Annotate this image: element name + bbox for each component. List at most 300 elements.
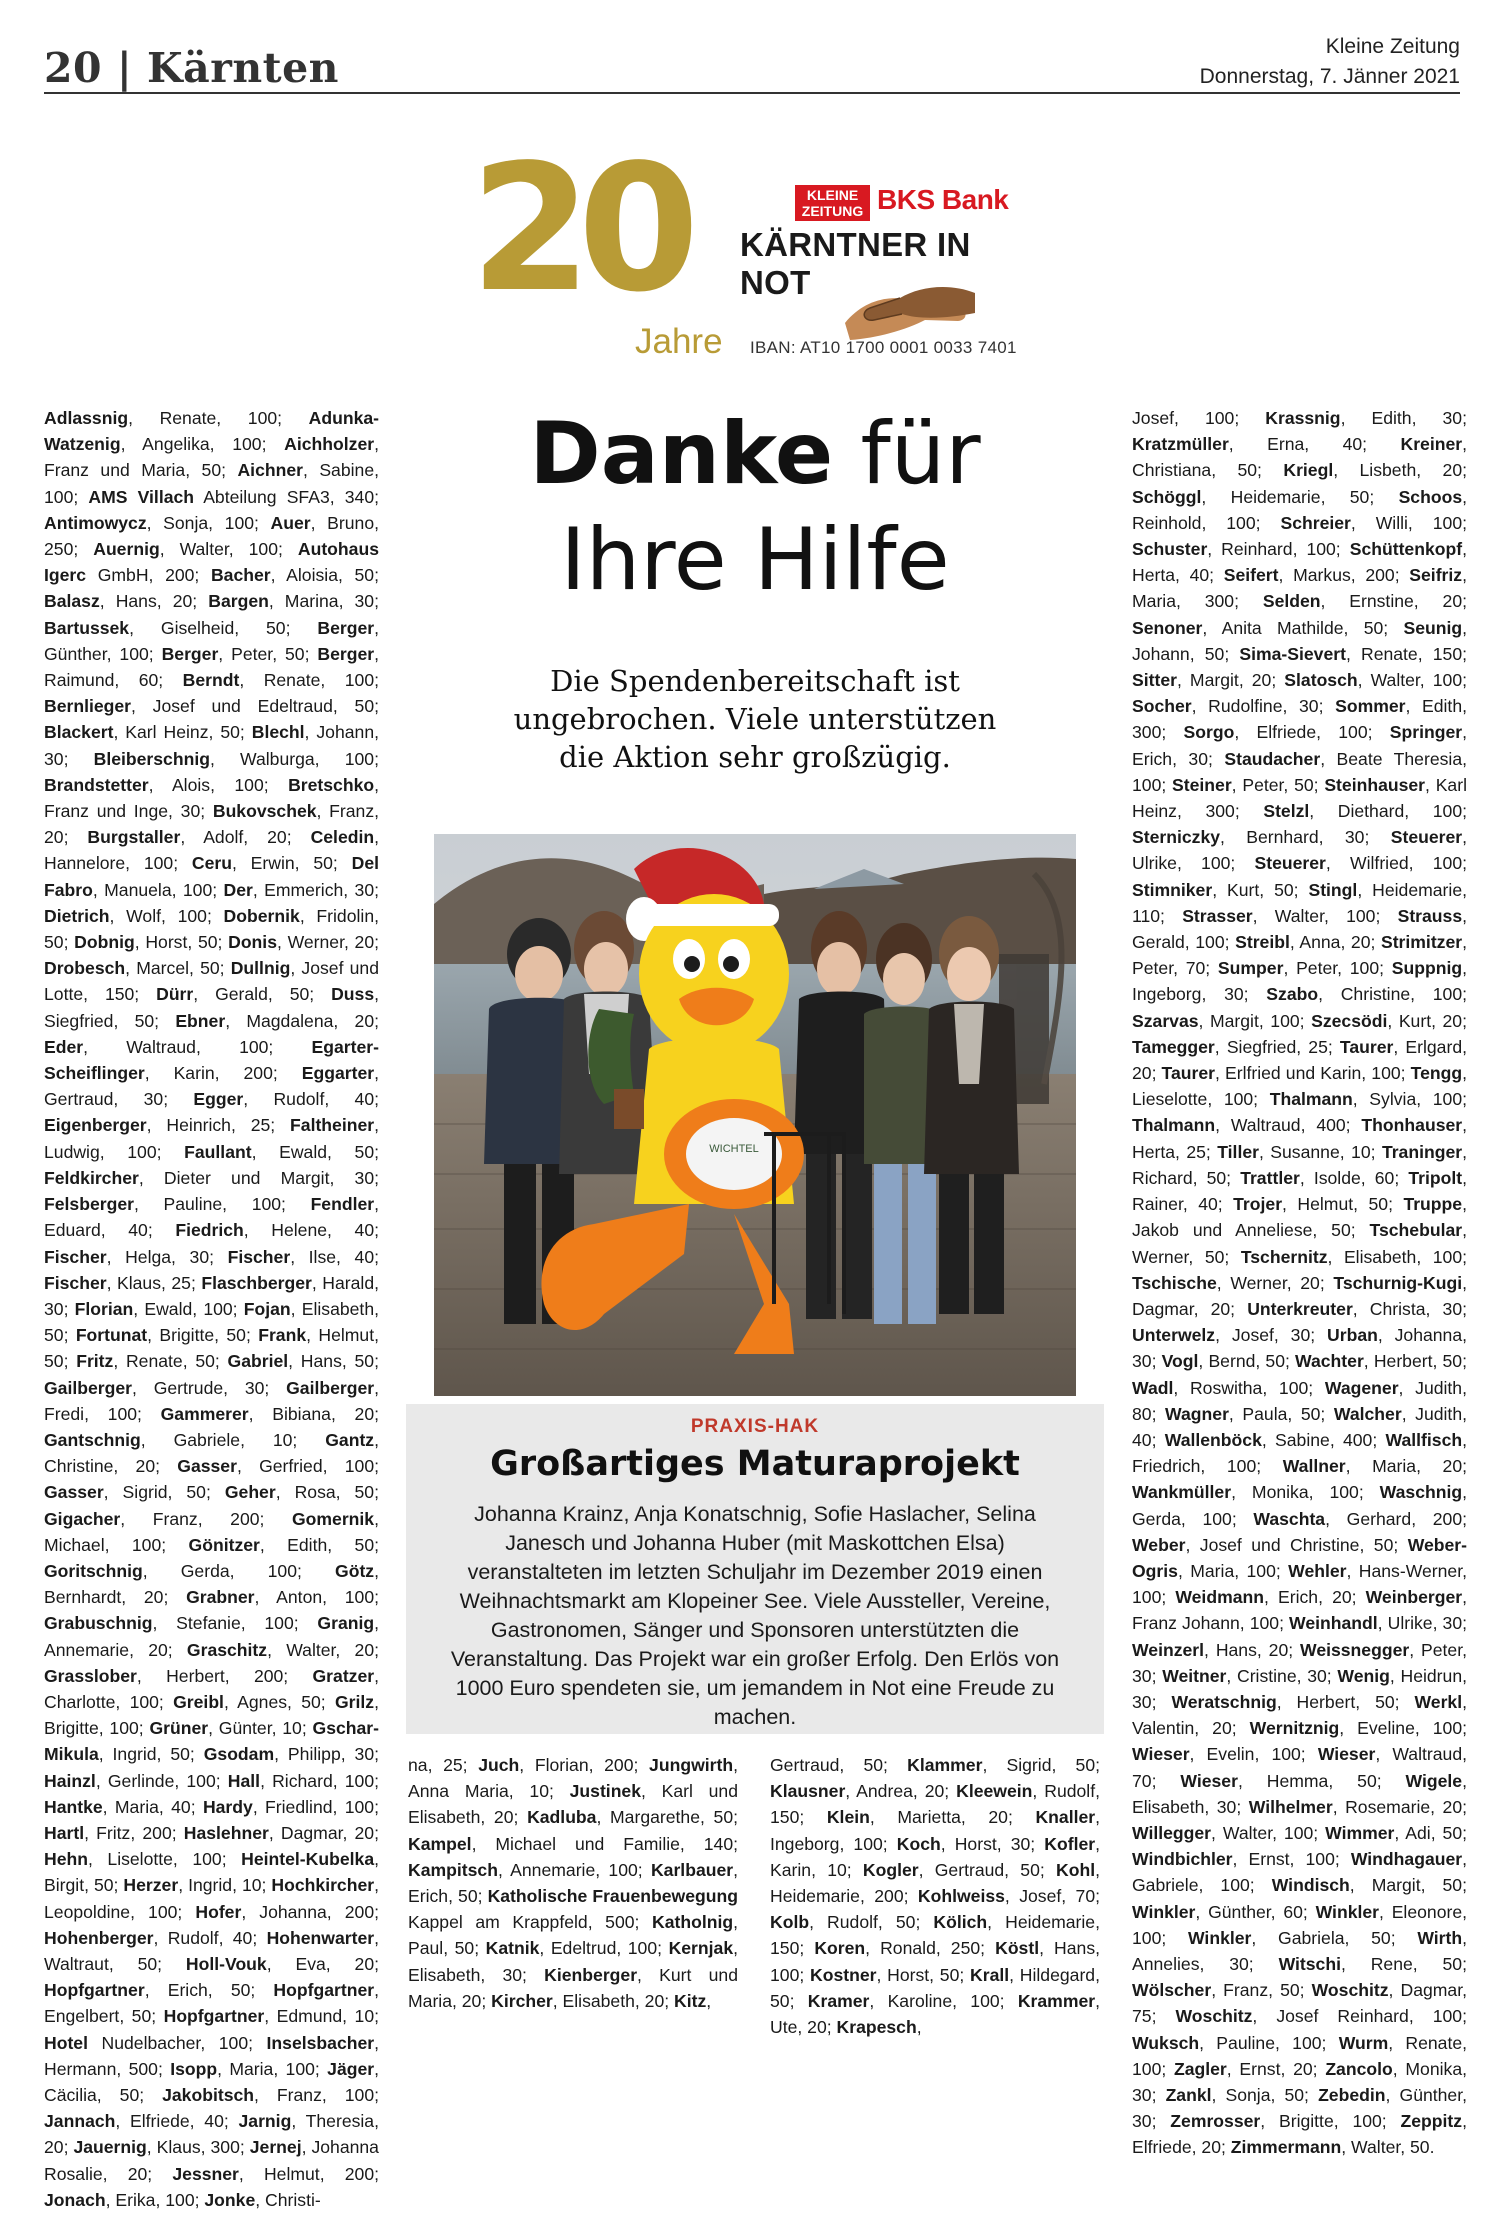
donor-details: , Richard, 100; [260,1770,380,1791]
donor-details: , Sigrid, 50; [982,1755,1100,1775]
donor-details: , Elisabeth, 30; [408,1938,738,1985]
donor-details: , Gabriele, 100; [1132,1849,1467,1896]
donor-details: , Maria, 40; [102,1796,203,1817]
donor-name: Tschernitz [1240,1246,1328,1267]
donor-details: , Franz, 50; [1211,1980,1312,2001]
header-rule [44,92,1460,94]
donor-details: , Johann, 50; [1132,617,1467,664]
donor-name: Gsodam [203,1744,275,1765]
donor-name: Hardy [202,1796,253,1817]
donor-details: , Erlgard, 20; [1132,1036,1467,1084]
donor-details: , Lieselotte, 100; [1132,1063,1467,1110]
donor-name: Kampel [408,1833,472,1854]
donor-details: , Rudolf, 40; [153,1927,267,1948]
donor-name: Strasser [1182,905,1253,926]
donor-name: Juch [478,1755,520,1775]
donor-details: , Erich, 50; [408,1859,738,1907]
donor-details: , Heidemarie, 50; [1201,486,1399,507]
donor-details: , Cäcilia, 50; [44,2058,379,2105]
donor-name: Blackert [44,722,114,743]
donor-details: , Siegfried, 50; [44,984,379,1031]
donor-name: Hofer [195,1901,242,1922]
donor-name: Jannach [44,2111,116,2132]
donor-name: Blechl [251,722,305,743]
donor-details: , Angelika, 100; [120,434,285,455]
donor-details: , Walter, 100; [159,539,298,560]
donor-name: Wagener [1324,1377,1399,1398]
donor-name: Hartl [44,1822,85,1843]
donor-name: Eggarter [301,1063,375,1084]
donor-list-column-1 [44,405,380,2210]
donor-name: Wallner [1282,1456,1346,1477]
donor-name: Szarvas [1132,1010,1199,1031]
donor-name: Kofler [1044,1833,1096,1854]
donor-name: Taurer [1161,1063,1215,1084]
donor-name: Köstl [995,1938,1040,1959]
iban-number: IBAN: AT10 1700 0001 0033 7401 [750,338,1017,357]
donor-details: , Ingeborg, 100; [770,1807,1100,1854]
donor-name: Kircher [491,1990,553,2011]
donor-details: , Elisabeth, 100; [1327,1246,1467,1267]
donor-details: , Gabriele, 10; [140,1429,326,1450]
donor-details: , Maria, 100; [1177,1560,1289,1581]
donor-details: , Waltraud, 100; [83,1036,312,1057]
donor-details: , Harald, 30; [44,1272,379,1319]
praxis-hak-box [406,1404,1104,1734]
donor-details: , Ludwig, 100; [44,1115,379,1162]
donor-name: Zemrosser [1170,2111,1261,2132]
donor-details: , Franz und Inge, 30; [44,774,379,822]
donor-name: Windbichler [1132,1849,1233,1870]
donor-name: Windhagauer [1350,1849,1463,1870]
donor-name: Grabner [186,1587,255,1608]
donor-name: Gigacher [44,1508,121,1529]
donor-name: Bukovschek [212,801,317,822]
donor-name: Suppnig [1391,958,1463,979]
donor-details: , Helmut, 50; [44,1325,379,1372]
donor-name: Granig [317,1613,375,1634]
donor-name: Truppe [1403,1194,1463,1215]
logo-anniversary-number: 20 [470,128,686,331]
donor-name: Hochkircher [271,1875,375,1896]
donor-details: , Hans, 100; [770,1938,1100,1985]
donor-name: Gammerer [160,1403,249,1424]
donor-details: , Leopoldine, 100; [44,1875,379,1922]
donor-name: Steinhauser [1324,774,1426,795]
donor-name: Sommer [1335,696,1406,717]
donor-name: Unterkreuter [1247,1298,1353,1319]
donor-details: , Giselheid, 50; [129,617,318,638]
donor-name: Hopfgartner [163,2006,265,2027]
donor-details: , Andrea, 20; [845,1781,957,1802]
donor-details: , Günther, 30; [1132,2085,1467,2132]
donor-name: Woschitz [1311,1980,1389,2001]
donor-name: Sterniczky [1132,827,1221,848]
donor-name: Bleiberschnig [93,748,210,769]
donor-name: Fritz [76,1351,114,1372]
donor-details: , Marietta, 20; [869,1807,1036,1828]
donor-details: , Waltraud, 70; [1132,1744,1467,1791]
donor-details: , Willi, 100; [1350,512,1467,533]
donor-name: Kostner [810,1964,877,1985]
donor-name: Felsberger [44,1194,134,1215]
donor-name: Wallfisch [1385,1429,1463,1450]
donor-name: Weber-Ogris [1132,1534,1467,1581]
publication-info [1200,32,1460,92]
donor-details: , Christine, 100; [1318,984,1468,1005]
donor-details: , Hans, 20; [99,591,209,612]
subheadline-line-2: ungebrochen. Viele unterstützen [513,702,997,736]
donor-details: , Judith, 80; [1132,1377,1467,1424]
donor-details: , Roswitha, 100; [1173,1377,1325,1398]
donor-details: , Rudolf, 150; [770,1781,1100,1828]
donor-name: Faullant [184,1141,252,1162]
donor-name: Götz [335,1560,375,1581]
donor-details: , Johann, 30; [44,722,379,769]
donor-details: , Annelies, 30; [1132,1927,1467,1974]
donor-details: , Renate, 100; [128,408,309,428]
donor-details: , Karin, 10; [770,1833,1100,1880]
donor-details: , Markus, 200; [1278,565,1410,586]
donor-details: , Philipp, 30; [274,1744,379,1765]
donor-name: Gratzer [312,1665,375,1686]
donor-details: , Peter, 50; [218,643,318,664]
donor-name: Klein [826,1807,870,1828]
bks-bank-logo: BKS Bank [877,184,1009,215]
donor-name: Duss [331,984,375,1005]
donor-name: Wallenböck [1164,1429,1262,1450]
donor-details: , Margit, 100; [1198,1010,1312,1031]
subheadline-line-1: Die Spendenbereitschaft ist [550,664,960,698]
donor-name: Steuerer [1390,827,1463,848]
donor-name: Windisch [1271,1875,1350,1896]
donor-details: , Brigitte, 100; [1260,2111,1401,2132]
donor-name: Dullnig [230,958,291,979]
donor-name: Vogl [1161,1351,1199,1372]
page-section-header: 20 | Kärnten [44,44,339,92]
donor-details: , Ulrike, 30; [1377,1613,1467,1634]
donor-name: Kölich [933,1912,988,1933]
donor-details: Nudelbacher, 100; [87,2032,267,2053]
donor-details: , Karl und Elisabeth, 20; [408,1781,739,1828]
donor-name: Autohaus Igerc [44,539,379,586]
donor-name: Weidmann [1175,1587,1264,1608]
donor-details: , Renate, 150; [1345,643,1467,664]
donor-name: Eder [44,1036,84,1057]
donor-details: , Peter, 30; [1132,1639,1467,1686]
donor-details: , Brigitte, 50; [147,1325,259,1346]
donor-details: , Johanna Rosalie, 20; [44,2137,379,2184]
donor-name: Winkler [1315,1901,1380,1922]
donor-name: Kleewein [956,1781,1033,1802]
main-headline [420,400,1090,612]
donor-name: Faltheiner [290,1115,375,1136]
donor-details: , Marina, 30; [268,591,379,612]
donor-details: , Emmerich, 30; [252,879,379,900]
donor-details: , Kurt und Maria, 20; [408,1964,738,2011]
donor-details: , Florian, 200; [519,1755,650,1775]
donor-name: Sitter [1132,670,1177,691]
headline-word-fuer: für [833,404,981,504]
donor-name: Seunig [1403,617,1463,638]
donor-details: , Christi- [255,2189,321,2210]
donor-name: Dürr [156,984,194,1005]
donor-name: Herzer [123,1875,179,1896]
donor-name: Schoos [1398,486,1463,507]
donor-name: Bargen [208,591,269,612]
donor-details: , Ingeborg, 30; [1132,958,1468,1005]
donor-details: , Günther, 60; [1195,1901,1316,1922]
donor-details: , Helga, 30; [106,1246,228,1267]
donor-details: , Friedlind, 100; [252,1796,379,1817]
donor-name: Weratschnig [1171,1691,1277,1712]
donor-details: , Ute, 20; [770,1990,1100,2038]
praxis-body: Johanna Krainz, Anja Konatschnig, Sofie Haslacher, Selina Janesch und Johanna Huber (mit Maskottchen Elsa) veranstalteten im letzten Schuljahr im Dezember 2019 einen Weihnachtsmarkt am Klopeiner See. Viele Aussteller, Vereine, Gastronomen, Sänger und Sponsoren unterstützten die Veranstaltung. Das Projekt war ein großer Erfolg. Den Erlös von 1000 Euro spendeten sie, um jemandem in Not eine Freude zu machen. [450,1502,1060,1729]
donor-list-column-3 [770,1752,1101,2038]
donor-name: Grüner [149,1718,209,1739]
donor-name: Fojan [243,1298,291,1319]
donor-name: Kolb [770,1912,810,1933]
donor-details: , Sabine, 400; [1261,1429,1386,1450]
donor-details: , Walter, 100; [1357,670,1467,691]
donor-details: , Susanne, 10; [1258,1141,1382,1162]
publication-date: Donnerstag, 7. Jänner 2021 [1199,65,1460,88]
donor-details: , Elisabeth, 20; [552,1990,675,2011]
donor-details: , Elfriede, 20; [1132,2111,1467,2158]
donor-name: Frank [258,1325,307,1346]
donor-details: , Maria, 20; [1345,1456,1467,1477]
donor-details: , Margarethe, 50; [596,1807,739,1828]
donor-details: , Liselotte, 100; [87,1849,242,1870]
donor-details: , Dagmar, 75; [1132,1980,1467,2027]
donor-name: Dobnig [74,932,135,953]
donor-name: Fortunat [75,1325,148,1346]
donor-details: , Charlotte, 100; [44,1665,379,1712]
kleine-zeitung-logo [795,185,870,221]
donor-details: , Ingrid, 50; [98,1744,204,1765]
donor-name: Dietrich [44,905,110,926]
donor-details: , Erna, 40; [1228,434,1401,455]
donor-name: Auernig [93,539,160,560]
donor-details: Abteilung SFA3, 340; [194,486,379,507]
donor-details: , Rosa, 50; [275,1482,379,1503]
donor-details: , Paul, 50; [408,1912,738,1959]
donor-name: Zeppitz [1400,2111,1463,2132]
donor-details: , Eva, 20; [266,1953,379,1974]
donor-name: Gasser [44,1482,104,1503]
donor-name: Wankmüller [1132,1482,1232,1503]
donor-name: Jäger [327,2058,375,2079]
donor-name: Jungwirth [649,1755,734,1775]
donor-details: na, 25; [408,1755,479,1775]
publication-name: Kleine Zeitung [1325,35,1460,58]
donor-name: Urban [1327,1325,1378,1346]
donor-details: , Elfriede, 100; [1234,722,1390,743]
donor-name: Wuksch [1132,2032,1200,2053]
donor-name: Springer [1389,722,1463,743]
donor-name: Krammer [1017,1990,1096,2011]
donor-details: , Rainer, 40; [1132,1167,1467,1215]
donor-details: GmbH, 200; [86,565,211,586]
donor-name: Grasslober [44,1665,137,1686]
donor-name: Willegger [1132,1822,1212,1843]
donor-name: Celedin [310,827,375,848]
donor-details: , Renate, 100; [1132,2032,1468,2079]
donor-name: Berger [317,617,375,638]
donor-name: Hopfgartner [273,1980,375,2001]
donor-name: Eigenberger [44,1115,147,1136]
donor-details: Kappel am Krappfeld, 500; [408,1912,652,1933]
mascot-sign-text: WICHTEL [709,1143,759,1155]
donor-name: Senoner [1132,617,1203,638]
donor-name: Donis [228,932,277,953]
donor-details: , Kurt, 50; [1212,879,1309,900]
donor-name: Wirth [1417,1927,1463,1948]
donor-details: , Theresia, 20; [44,2111,379,2158]
donor-details: , Paula, 50; [1228,1403,1334,1424]
donor-details: , Hermann, 500; [44,2032,379,2079]
donor-details: , Edmund, 10; [264,2006,380,2027]
donor-name: Bernlieger [44,696,132,717]
donor-name: Katnik [485,1938,540,1959]
donor-name: Koch [896,1833,941,1854]
donor-name: Justinek [569,1781,642,1802]
donor-name: Del Fabro [44,853,379,900]
donor-name: Jonke [204,2189,256,2210]
donor-name: Wimmer [1325,1822,1395,1843]
donor-details: , Bernhardt, 20; [44,1560,379,1608]
donor-details: , Gerhard, 200; [1325,1508,1468,1529]
donor-details: Josef, 100; [1132,408,1266,428]
donor-name: Kohl [1056,1859,1096,1880]
donor-name: Fischer [44,1246,107,1267]
donor-name: Schuster [1132,539,1208,560]
donor-details: , Walter, 50. [1341,2137,1435,2158]
donor-details: , Christa, 30; [1352,1298,1467,1319]
donor-details: , Judith, 40; [1132,1403,1467,1450]
donor-details: , Franz und Maria, 50; [44,434,379,481]
donor-details: , Sonja, 100; [146,512,271,533]
donor-details: , Edeltrud, 100; [539,1938,669,1959]
donor-name: Gantz [325,1429,375,1450]
donor-name: Szabo [1266,984,1319,1005]
donor-name: Katholische Frauenbewegung [487,1886,738,1907]
donor-details: , Eleonore, 100; [1132,1901,1468,1948]
donor-name: Kienberger [544,1964,638,1985]
donor-name: Tengg [1410,1063,1463,1084]
donor-details: , Erika, 100; [105,2189,205,2210]
donor-details: , Franz, 100; [254,2085,379,2105]
donor-name: Aichholzer [284,434,375,455]
donor-name: Tiller [1217,1141,1259,1162]
donor-details: , Josef und Edeltraud, 50; [131,696,379,717]
donor-name: Karlbauer [650,1859,734,1880]
donor-details: , Fritz, 200; [84,1822,184,1843]
donor-name: Gasser [177,1456,237,1477]
donor-name: Fendler [310,1194,375,1215]
donor-name: Heintel-Kubelka [241,1849,375,1870]
donor-name: Aichner [237,460,303,481]
donor-details: , Franz Johann, 100; [1132,1587,1467,1634]
donor-details: , Ernst, 20; [1226,2058,1326,2079]
donor-name: Klausner [770,1781,846,1802]
donor-details: , Dagmar, 20; [1132,1272,1467,1319]
donor-details: , Gabriela, 50; [1251,1927,1418,1948]
donor-details: , Erich, 30; [1132,722,1467,769]
donor-name: Florian [74,1298,134,1319]
donor-details: , Ernstine, 20; [1320,591,1467,612]
donor-name: Jarnig [238,2111,292,2132]
donor-details: , Ewald, 100; [133,1298,244,1319]
donor-name: Tschebular [1369,1220,1463,1241]
donor-details: , Brigitte, 100; [44,1691,379,1739]
donor-name: Graschitz [186,1639,268,1660]
donor-name: Auer [270,512,311,533]
donor-details: , Gerda, 100; [1132,1482,1467,1529]
donor-details: , Peter, 100; [1283,958,1392,979]
donor-details: , Günther, 100; [44,617,379,664]
donor-name: Hehn [44,1849,88,1870]
donor-name: Feldkircher [44,1167,139,1188]
donor-name: Ceru [191,853,232,874]
donor-details: , [706,1990,712,2011]
donor-name: Kriegl [1283,460,1334,481]
donor-details: , Herta, 25; [1132,1115,1467,1162]
donor-details: , Johanna, 30; [1132,1325,1468,1372]
donor-details: , Bernhard, 30; [1220,827,1391,848]
donor-name: Waschnig [1379,1482,1463,1503]
donor-details: , [916,2017,922,2038]
donor-details: , Gertraud, 30; [44,1063,379,1110]
donor-name: Bartussek [44,617,130,638]
donor-name: Jessner [172,2163,239,2184]
donor-details: , Dieter und Margit, 30; [138,1167,379,1188]
donor-details: , Anna Maria, 10; [408,1755,738,1802]
donor-name: Schüttenkopf [1349,539,1463,560]
donor-name: Wernitznig [1249,1718,1340,1739]
donor-details: , Horst, 30; [940,1833,1045,1854]
donor-details: , Rudolfine, 30; [1191,696,1336,717]
donor-details: , Renate, 100; [239,670,379,691]
donor-name: Adunka-Watzenig [44,408,379,455]
donor-details: , Rosemarie, 20; [1332,1796,1468,1817]
kz-logo-line2: ZEITUNG [801,203,864,219]
donor-details: , Josef, 70; [1004,1886,1101,1907]
donor-name: Balasz [44,591,100,612]
donor-details: , Walter, 100; [1211,1822,1326,1843]
donor-name: Gabriel [227,1351,289,1372]
donor-details: , Bibiana, 20; [248,1403,379,1424]
donor-name: Winkler [1132,1901,1196,1922]
donor-details: , Helmut, 200; [238,2163,379,2184]
donor-name: Jauernig [73,2137,147,2158]
donor-details: , Horst, 50; [876,1964,971,1985]
donor-name: Gönitzer [188,1534,260,1555]
donor-details: , Siegfried, 25; [1214,1036,1340,1057]
donor-name: Steuerer [1254,853,1326,874]
donor-details: , Sylvia, 100; [1352,1089,1467,1110]
donor-name: Gailberger [44,1377,133,1398]
donor-details: , Edith, 300; [1132,696,1467,743]
donor-details: , Birgit, 50; [44,1849,379,1896]
donor-details: , Waltraud, 400; [1215,1115,1362,1136]
donor-details: , Diethard, 100; [1309,801,1468,822]
donor-name: Koren [814,1938,866,1959]
donor-details: , Adi, 50; [1394,1822,1468,1843]
donor-list-column-2 [408,1752,739,2011]
donor-name: Weinzerl [1132,1639,1205,1660]
donor-name: Traninger [1381,1141,1463,1162]
